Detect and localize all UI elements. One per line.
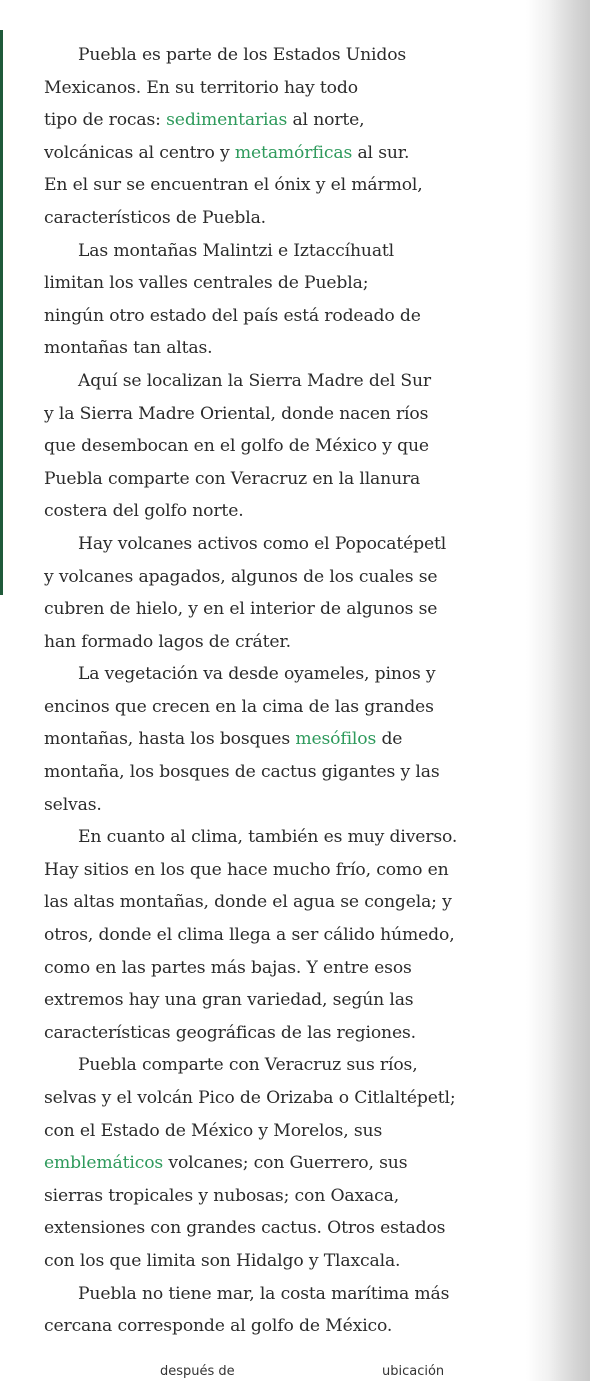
line-text: sierras tropicales y nubosas; con Oaxaca, [44,1185,400,1206]
paragraph [44,821,524,1049]
text-line [44,1049,524,1082]
line-text: de [376,729,403,750]
line-text: Hay volcanes activos como el Popocatépetl [78,533,447,554]
line-text: con el Estado de México y Morelos, sus [44,1120,383,1141]
line-text: En el sur se encuentran el ónix y el mármol, [44,175,423,196]
line-text: han formado lagos de cráter. [44,631,291,652]
text-line [44,952,524,985]
text-line [44,365,524,398]
text-line [44,300,524,333]
paragraph [44,658,524,821]
text-line [44,561,524,594]
text-line [44,691,524,724]
paragraph [44,235,524,365]
body-text-column [44,39,524,1343]
line-text: Puebla comparte con Veracruz en la llanura [44,468,421,489]
text-line [44,1017,524,1050]
paragraph [44,528,524,658]
line-text: con los que limita son Hidalgo y Tlaxcala. [44,1250,401,1271]
line-text: volcánicas al centro y [44,142,235,163]
text-line [44,886,524,919]
text-line [44,104,524,137]
line-text: Aquí se localizan la Sierra Madre del Sur [78,370,431,391]
footer-fragment-right: ubicación [382,1364,445,1379]
line-text: otros, donde el clima llega a ser cálido húmedo, [44,925,455,946]
line-text: montaña, los bosques de cactus gigantes y las [44,762,440,783]
cut-off-footer [0,1364,590,1381]
line-text: que desembocan en el golfo de México y que [44,436,429,457]
line-text: extensiones con grandes cactus. Otros estados [44,1218,446,1239]
line-text: La vegetación va desde oyameles, pinos y [78,664,436,685]
text-line [44,658,524,691]
line-text: costera del golfo norte. [44,501,244,522]
footer-fragment-left: después de [160,1364,235,1379]
text-line [44,626,524,659]
line-text: selvas. [44,794,102,815]
text-line [44,267,524,300]
line-text: al norte, [287,110,365,131]
line-text: cercana corresponde al golfo de México. [44,1316,393,1337]
text-line [44,332,524,365]
line-text: y la Sierra Madre Oriental, donde nacen ríos [44,403,429,424]
line-text: Las montañas Malintzi e Iztaccíhuatl [78,240,395,261]
text-line [44,1147,524,1180]
text-line [44,1245,524,1278]
text-line [44,723,524,756]
text-line [44,1212,524,1245]
text-line [44,593,524,626]
text-line [44,137,524,170]
line-text: tipo de rocas: [44,110,167,131]
glossary-term: sedimentarias [166,110,288,131]
text-line [44,72,524,105]
text-line [44,1310,524,1343]
line-text: extremos hay una gran variedad, según las [44,990,414,1011]
line-text: montañas tan altas. [44,338,213,359]
line-text: y volcanes apagados, algunos de los cuales se [44,566,438,587]
line-text: volcanes; con Guerrero, sus [163,1153,408,1174]
line-text: características geográficas de las regiones. [44,1022,416,1043]
line-text: Mexicanos. En su territorio hay todo [44,77,358,98]
text-line [44,528,524,561]
margin-rule [0,30,3,595]
text-line [44,398,524,431]
paragraph [44,1049,524,1277]
text-line [44,1115,524,1148]
glossary-term: emblemáticos [44,1153,164,1174]
text-line [44,821,524,854]
line-text: encinos que crecen en la cima de las grandes [44,696,434,717]
text-line [44,854,524,887]
line-text: las altas montañas, donde el agua se congela; y [44,892,452,913]
line-text: Hay sitios en los que hace mucho frío, como en [44,859,449,880]
line-text: En cuanto al clima, también es muy diverso. [78,827,458,848]
text-line [44,1278,524,1311]
line-text: limitan los valles centrales de Puebla; [44,273,369,294]
line-text: al sur. [352,142,410,163]
glossary-term: metamórficas [234,142,353,163]
text-line [44,756,524,789]
line-text: Puebla es parte de los Estados Unidos [78,45,407,65]
text-line [44,463,524,496]
text-line [44,919,524,952]
text-line [44,495,524,528]
line-text: selvas y el volcán Pico de Orizaba o Citlaltépetl; [44,1088,456,1108]
text-line [44,1082,524,1115]
text-line [44,169,524,202]
line-text: Puebla no tiene mar, la costa marítima más [78,1283,450,1304]
paragraph [44,365,524,528]
line-text: cubren de hielo, y en el interior de algunos se [44,599,438,620]
text-line [44,235,524,268]
line-text: montañas, hasta los bosques [44,729,296,750]
text-line [44,39,524,72]
line-text: característicos de Puebla. [44,207,266,228]
text-line [44,984,524,1017]
text-line [44,430,524,463]
paragraph [44,39,524,235]
line-text: como en las partes más bajas. Y entre esos [44,957,412,978]
page-gutter-shadow [526,0,590,1381]
paragraph [44,1278,524,1343]
line-text: Puebla comparte con Veracruz sus ríos, [78,1055,418,1076]
text-line [44,789,524,822]
line-text: ningún otro estado del país está rodeado de [44,305,421,326]
text-line [44,1180,524,1213]
text-line [44,202,524,235]
glossary-term: mesófilos [295,729,377,750]
